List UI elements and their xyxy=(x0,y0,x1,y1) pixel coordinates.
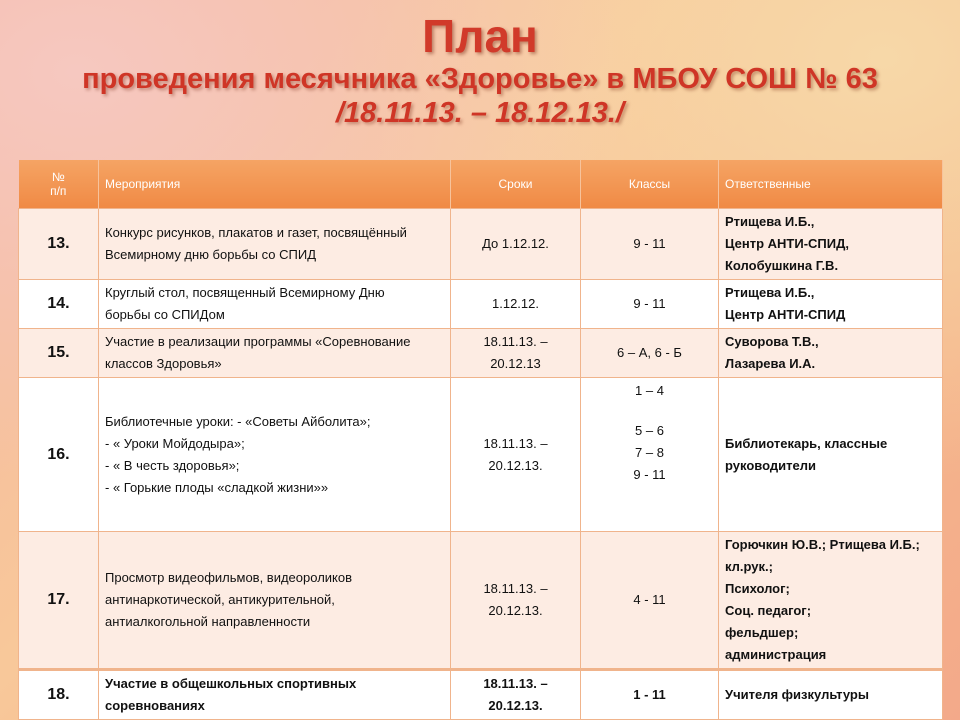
row-dates xyxy=(451,378,581,532)
event-line: - « Горькие плоды «сладкой жизни»» xyxy=(105,479,329,495)
event-line: Круглый стол, посвященный Всемирному Дню xyxy=(105,285,385,300)
classes-line: 5 – 6 xyxy=(635,423,664,438)
responsible-line: Лазарева И.А. xyxy=(725,356,816,371)
row-dates xyxy=(451,280,581,329)
responsible-line: Ртищева И.Б., xyxy=(725,214,815,229)
row-dates xyxy=(451,532,581,670)
table-row xyxy=(19,280,943,329)
event-line: борьбы со СПИДом xyxy=(105,307,225,322)
classes-line: 9 - 11 xyxy=(633,296,666,311)
row-classes xyxy=(581,209,719,280)
event-line: Всемирному дню борьбы со СПИД xyxy=(105,247,317,262)
responsible-line: Учителя физкультуры xyxy=(725,687,869,702)
row-responsible xyxy=(719,378,943,532)
classes-line: 1 – 4 xyxy=(635,383,664,398)
responsible-line: кл.рук.; xyxy=(725,559,773,574)
event-line: Конкурс рисунков, плакатов и газет, посвящённый xyxy=(105,225,407,240)
responsible-line: Психолог; xyxy=(725,581,790,596)
table-header-row xyxy=(19,160,943,209)
dates-line: До 1.12.12. xyxy=(482,236,549,251)
page-title: План xyxy=(422,10,538,62)
header-events: Мероприятия xyxy=(99,160,451,209)
event-line: - « В честь здоровья»; xyxy=(105,457,240,473)
dates-line: 1.12.12. xyxy=(492,296,539,311)
row-event xyxy=(99,378,451,532)
page-dates: /18.11.13. – 18.12.13./ xyxy=(335,97,625,129)
dates-line: 18.11.13. – xyxy=(483,334,548,349)
responsible-line: Центр АНТИ-СПИД, xyxy=(725,236,849,251)
row-responsible xyxy=(719,670,943,720)
event-line: Участие в реализации программы «Соревнование xyxy=(105,334,411,349)
classes-line: 9 - 11 xyxy=(633,236,666,251)
row-dates xyxy=(451,329,581,378)
row-classes xyxy=(581,329,719,378)
responsible-line: Колобушкина Г.В. xyxy=(725,258,839,273)
row-event xyxy=(99,670,451,720)
event-line: Просмотр видеофильмов, видеороликов xyxy=(105,570,353,585)
header-num-line2: п/п xyxy=(50,184,67,198)
title-block xyxy=(0,10,960,130)
header-num-line1: № xyxy=(51,170,65,184)
event-line: антиалкогольной направленности xyxy=(105,614,311,629)
dates-line: 20.12.13. xyxy=(488,603,543,618)
event-line: антинаркотической, антикурительной, xyxy=(105,592,335,607)
dates-line: 18.11.13. – xyxy=(483,676,548,691)
row-responsible xyxy=(719,329,943,378)
row-number: 13. xyxy=(19,209,99,280)
classes-line: 4 - 11 xyxy=(633,592,666,607)
header-responsible: Ответственные xyxy=(719,160,943,209)
plan-table xyxy=(18,160,943,720)
responsible-line: Библиотекарь, классные xyxy=(725,435,888,451)
classes-line: 7 – 8 xyxy=(635,445,664,460)
page-subtitle: проведения месячника «Здоровье» в МБОУ СОШ № 63 xyxy=(82,63,878,95)
dates-line: 20.12.13. xyxy=(488,457,543,473)
classes-line: 1 - 11 xyxy=(633,687,666,702)
table-row xyxy=(19,670,943,720)
row-dates xyxy=(451,209,581,280)
table-row xyxy=(19,329,943,378)
row-classes xyxy=(581,280,719,329)
row-responsible xyxy=(719,280,943,329)
table-row xyxy=(19,209,943,280)
row-classes xyxy=(581,532,719,670)
event-line: соревнованиях xyxy=(105,698,205,713)
header-num xyxy=(19,160,99,209)
row-responsible xyxy=(719,209,943,280)
row-event xyxy=(99,329,451,378)
responsible-line: Суворова Т.В., xyxy=(725,334,819,349)
responsible-line: Центр АНТИ-СПИД xyxy=(725,307,846,322)
row-classes xyxy=(581,378,719,532)
event-line: - « Уроки Мойдодыра»; xyxy=(105,435,245,451)
row-number: 17. xyxy=(19,532,99,670)
dates-line: 18.11.13. – xyxy=(483,581,548,596)
responsible-line: Соц. педагог; xyxy=(725,603,812,618)
classes-line: 6 – А, 6 - Б xyxy=(617,345,682,360)
row-event xyxy=(99,209,451,280)
event-line: классов Здоровья» xyxy=(105,356,222,371)
responsible-line: Горючкин Ю.В.; Ртищева И.Б.; xyxy=(725,537,920,552)
header-dates: Сроки xyxy=(451,160,581,209)
responsible-line: Ртищева И.Б., xyxy=(725,285,815,300)
table-row xyxy=(19,378,943,532)
row-classes xyxy=(581,670,719,720)
header-classes: Классы xyxy=(581,160,719,209)
dates-line: 18.11.13. – xyxy=(483,435,548,451)
responsible-line: фельдшер; xyxy=(725,625,799,640)
row-responsible xyxy=(719,532,943,670)
row-event xyxy=(99,532,451,670)
row-dates xyxy=(451,670,581,720)
row-number: 16. xyxy=(19,378,99,532)
classes-line: 9 - 11 xyxy=(633,467,666,482)
event-line: Библиотечные уроки: - «Советы Айболита»; xyxy=(105,413,371,429)
responsible-line: администрация xyxy=(725,647,827,662)
row-number: 15. xyxy=(19,329,99,378)
dates-line: 20.12.13. xyxy=(488,698,543,713)
row-number: 14. xyxy=(19,280,99,329)
table-row xyxy=(19,532,943,670)
row-number: 18. xyxy=(19,670,99,720)
dates-line: 20.12.13 xyxy=(490,356,541,371)
classes-spacer xyxy=(587,402,712,420)
event-line: Участие в общешкольных спортивных xyxy=(105,676,357,691)
responsible-line: руководители xyxy=(725,457,816,473)
row-event xyxy=(99,280,451,329)
